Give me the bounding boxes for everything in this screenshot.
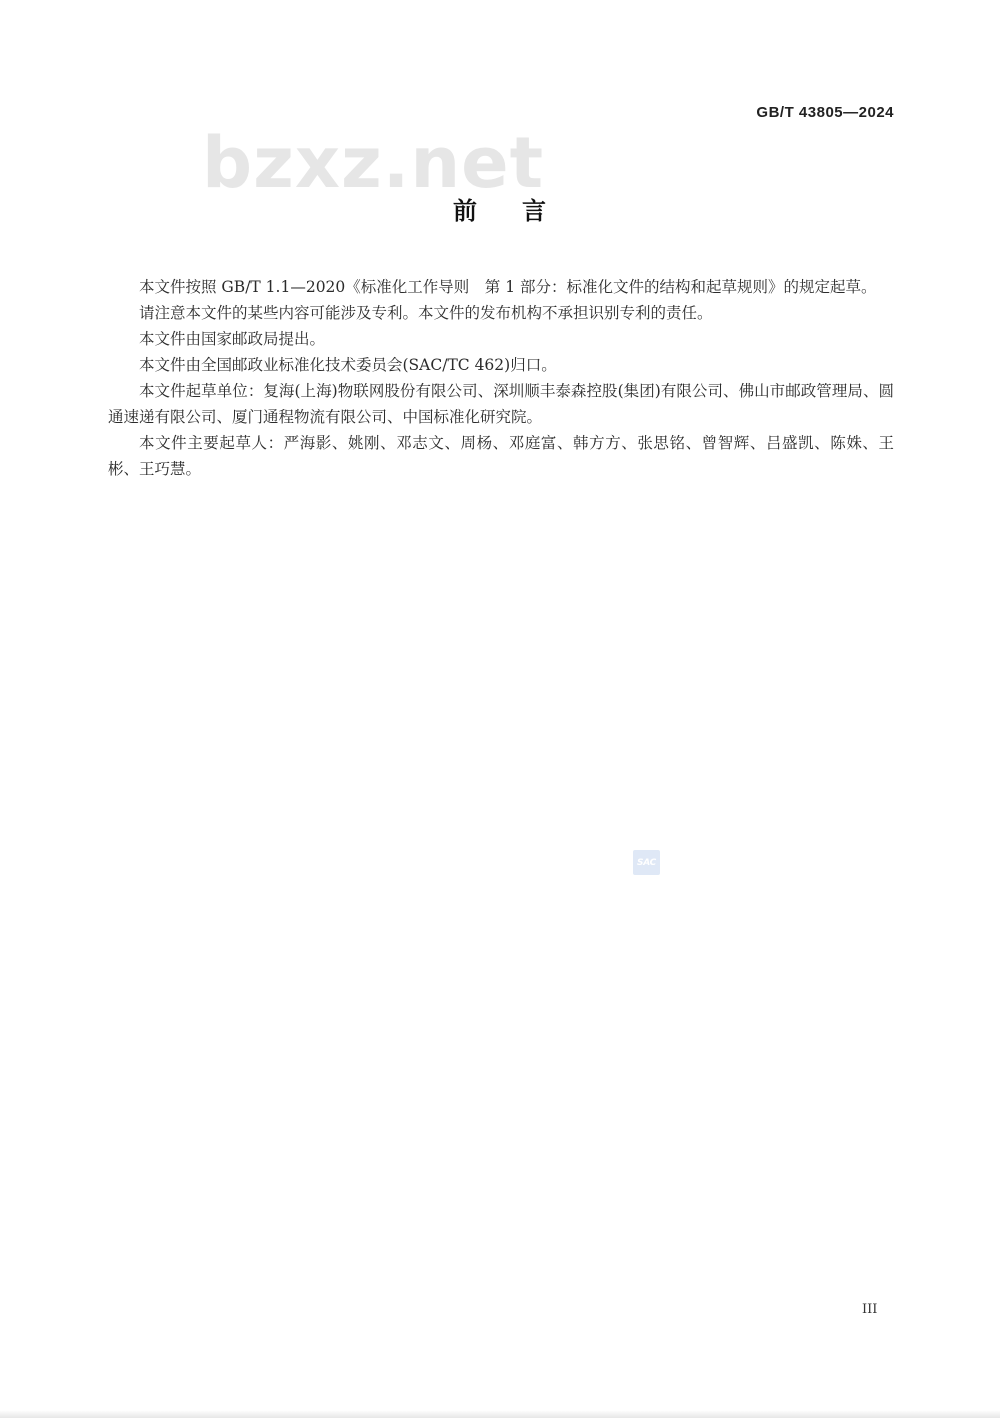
page-title: [0, 191, 1000, 226]
standard-number: GB/T 43805—2024: [756, 104, 894, 121]
paragraph-technical-committee: 本文件由全国邮政业标准化技术委员会(SAC/TC 462)归口。: [139, 356, 557, 374]
sac-logo-text: SAC: [637, 857, 656, 868]
foreword-body: [108, 274, 894, 482]
paragraph-proposer: 本文件由国家邮政局提出。: [139, 330, 326, 348]
paragraph-patent-notice: 请注意本文件的某些内容可能涉及专利。本文件的发布机构不承担识别专利的责任。: [139, 304, 713, 322]
page-number: III: [862, 1302, 878, 1317]
paragraph-drafters: 本文件主要起草人：严海影、姚刚、邓志文、周杨、邓庭富、韩方方、张思铭、曾智辉、吕盛凯、陈姝、王彬、王巧慧。: [108, 434, 894, 478]
site-watermark: bzxz.net: [202, 122, 545, 204]
paragraph-drafting-units: 本文件起草单位：复海(上海)物联网股份有限公司、深圳顺丰泰森控股(集团)有限公司、佛山市邮政管理局、圆通速递有限公司、厦门通程物流有限公司、中国标准化研究院。: [108, 382, 894, 426]
title-char-1: 前: [453, 197, 478, 225]
sac-logo-icon: [633, 850, 660, 875]
page-bottom-edge: [0, 1410, 1000, 1418]
title-char-2: 言: [522, 197, 547, 225]
paragraph-drafting-rules: 本文件按照 GB/T 1.1—2020《标准化工作导则 第 1 部分：标准化文件的结构和起草规则》的规定起草。: [139, 278, 877, 296]
